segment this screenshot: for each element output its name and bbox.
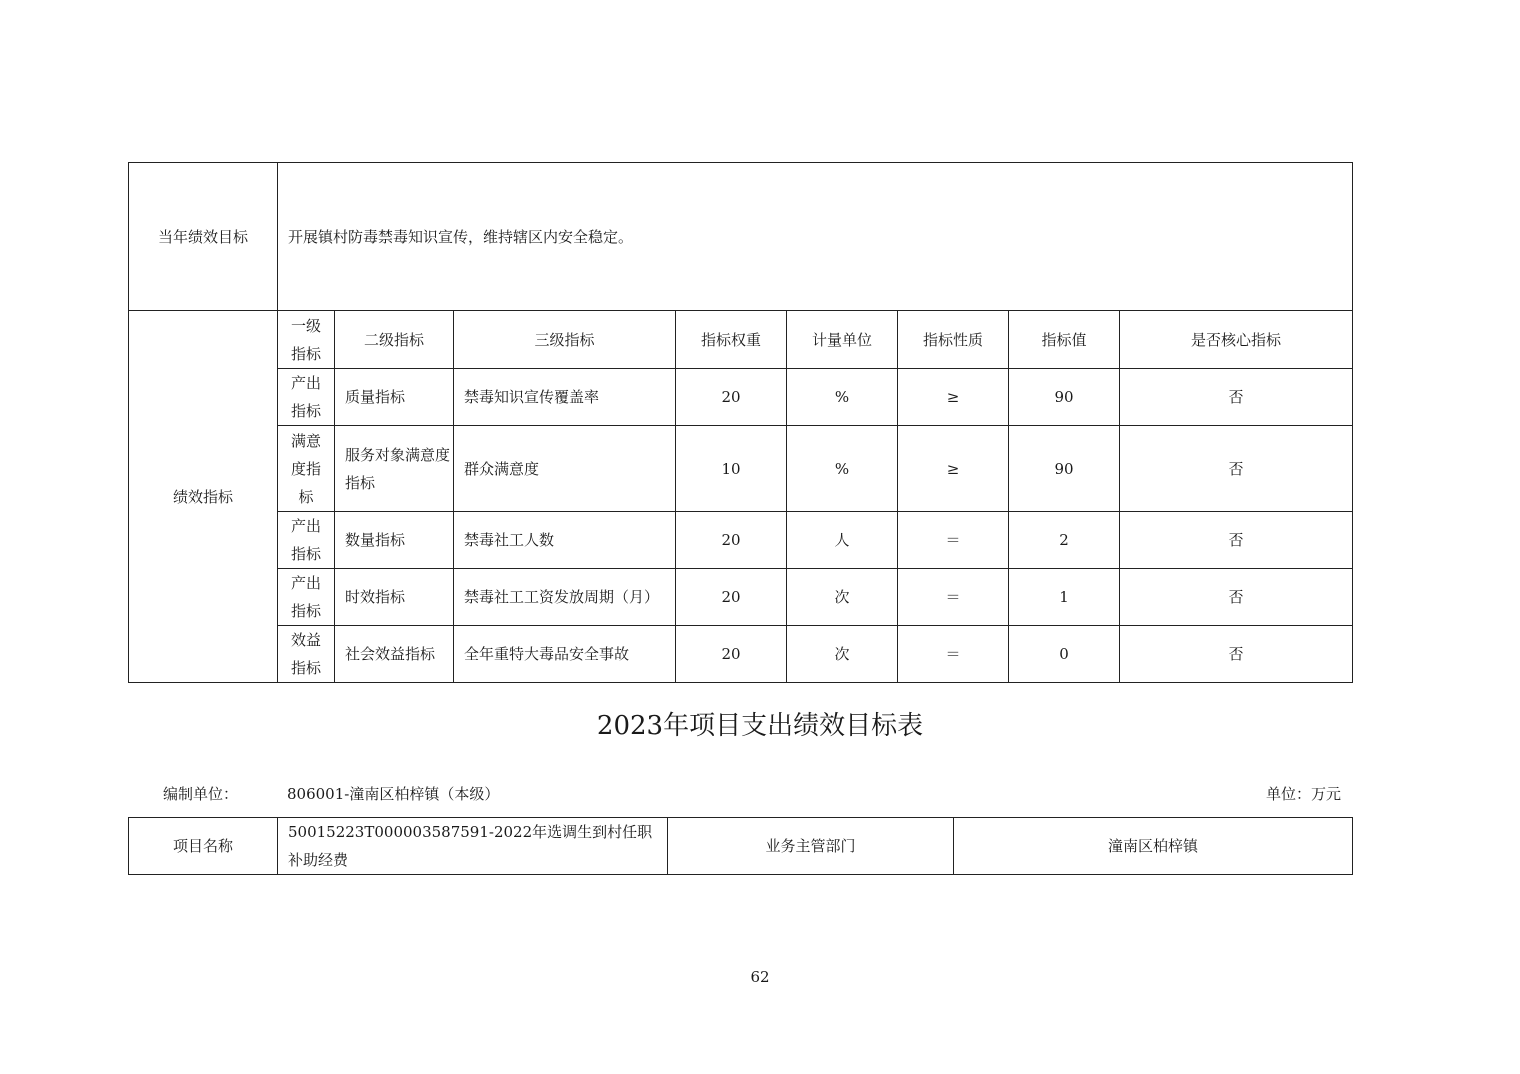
weight-cell: 20 xyxy=(676,512,787,569)
level1-cell: 产出指标 xyxy=(278,512,335,569)
weight-cell: 20 xyxy=(676,569,787,626)
level3-cell: 禁毒社工工资发放周期（月） xyxy=(454,569,676,626)
value-cell: 0 xyxy=(1009,626,1120,683)
project-name-label: 项目名称 xyxy=(129,818,278,875)
weight-cell: 20 xyxy=(676,369,787,426)
compiling-unit-label: 编制单位： xyxy=(163,785,239,803)
header-level3: 三级指标 xyxy=(454,311,676,369)
level3-cell: 禁毒知识宣传覆盖率 xyxy=(454,369,676,426)
core-cell: 否 xyxy=(1120,369,1353,426)
level2-cell: 质量指标 xyxy=(335,369,454,426)
nature-cell: ＝ xyxy=(898,626,1009,683)
core-cell: 否 xyxy=(1120,426,1353,512)
unit-cell: 次 xyxy=(787,569,898,626)
unit-cell: % xyxy=(787,426,898,512)
nature-cell: ≥ xyxy=(898,369,1009,426)
level2-cell: 时效指标 xyxy=(335,569,454,626)
level1-cell: 产出指标 xyxy=(278,569,335,626)
indicator-row xyxy=(129,512,1353,569)
header-weight: 指标权重 xyxy=(676,311,787,369)
unit-cell: % xyxy=(787,369,898,426)
nature-cell: ＝ xyxy=(898,512,1009,569)
value-cell: 1 xyxy=(1009,569,1120,626)
core-cell: 否 xyxy=(1120,512,1353,569)
value-cell: 90 xyxy=(1009,426,1120,512)
header-unit: 计量单位 xyxy=(787,311,898,369)
level2-cell: 社会效益指标 xyxy=(335,626,454,683)
indicator-row xyxy=(129,569,1353,626)
level1-cell: 产出指标 xyxy=(278,369,335,426)
header-level1: 一级指标 xyxy=(278,311,335,369)
annual-goal-text: 开展镇村防毒禁毒知识宣传，维持辖区内安全稳定。 xyxy=(278,163,1353,311)
header-core: 是否核心指标 xyxy=(1120,311,1353,369)
indicators-label: 绩效指标 xyxy=(129,311,278,683)
currency-unit: 单位：万元 xyxy=(1265,785,1341,803)
level3-cell: 禁毒社工人数 xyxy=(454,512,676,569)
indicator-row xyxy=(129,626,1353,683)
value-cell: 90 xyxy=(1009,369,1120,426)
weight-cell: 20 xyxy=(676,626,787,683)
header-value: 指标值 xyxy=(1009,311,1120,369)
level3-cell: 群众满意度 xyxy=(454,426,676,512)
indicator-header-row xyxy=(129,311,1353,369)
header-nature: 指标性质 xyxy=(898,311,1009,369)
annual-goal-label: 当年绩效目标 xyxy=(129,163,278,311)
project-name-value: 50015223T000003587591-2022年选调生到村任职补助经费 xyxy=(278,818,668,875)
core-cell: 否 xyxy=(1120,626,1353,683)
core-cell: 否 xyxy=(1120,569,1353,626)
header-level2: 二级指标 xyxy=(335,311,454,369)
level2-cell: 数量指标 xyxy=(335,512,454,569)
department-value: 潼南区柏梓镇 xyxy=(954,818,1353,875)
section-title: 2023年项目支出绩效目标表 xyxy=(596,711,924,741)
level1-cell: 满意度指标 xyxy=(278,426,335,512)
level1-cell: 效益指标 xyxy=(278,626,335,683)
indicator-row xyxy=(129,426,1353,512)
nature-cell: ＝ xyxy=(898,569,1009,626)
indicator-row xyxy=(129,369,1353,426)
level3-cell: 全年重特大毒品安全事故 xyxy=(454,626,676,683)
unit-cell: 次 xyxy=(787,626,898,683)
compiling-unit-value: 806001-潼南区柏梓镇（本级） xyxy=(287,785,500,803)
weight-cell: 10 xyxy=(676,426,787,512)
performance-target-table xyxy=(128,162,1353,683)
department-label: 业务主管部门 xyxy=(668,818,954,875)
unit-cell: 人 xyxy=(787,512,898,569)
project-info-table xyxy=(128,817,1353,875)
nature-cell: ≥ xyxy=(898,426,1009,512)
value-cell: 2 xyxy=(1009,512,1120,569)
level2-cell: 服务对象满意度指标 xyxy=(335,426,454,512)
page-number: 62 xyxy=(750,968,770,986)
